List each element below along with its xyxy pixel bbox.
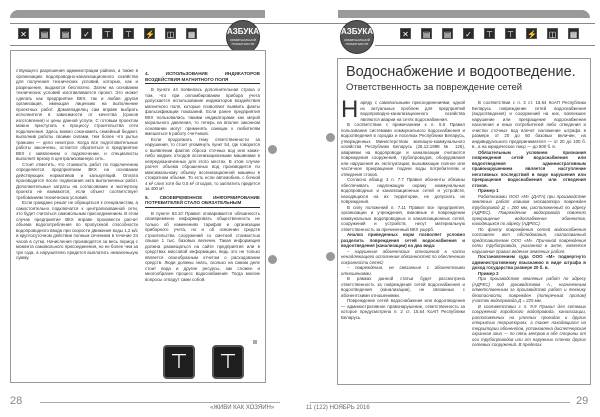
checklist-icon: ✓ — [463, 28, 474, 39]
meter-icon: ▤ — [61, 30, 70, 39]
checklist-icon: ✓ — [81, 28, 92, 39]
footer-line — [40, 402, 280, 403]
page-number: 28 — [10, 395, 23, 407]
category-icons — [400, 28, 579, 39]
issue-date: 11 (122) НОЯБРЬ 2016 — [306, 405, 370, 411]
meter-icon: ▤ — [40, 30, 49, 39]
right-column-2: В соответствии с п. 2 ст. 15.64 КоАП Республики Беларусь повреждение сетей водоснабжения (водоотведения) и сооружений на них, повлекшее нарушение или прекращение водоснабжения населения и иных потребителей либо отведения и очистки сточных вод влечет наложение штрафа в размере от 20 до 50 базовых величин, на индивидуального предпринимателя — от 20 до 100 б. в., а на юридическое лицо — до 500 б. в. Обязательным условием признания повреждения сетей водоснабжения или водоотведения административным правонарушением является наступление негативных последствий в виде нарушения или прекращения водоснабжения или отведения стоков. Пример 1 Работниками ООО «М» (ДАТА) при производстве земляных работ ковшом экскаватора поврежден трубопровод Д = 200 мм, расположенный по адресу (АДРЕС). Повреждение водопровода повлекло прекращение водоснабжения абонентов, находящихся по адресу (АДРЕС). По факту повреждения сетей водоснабжения составлен акт обследования, согласованный представителем ООО «М». Причиной повреждения сети трубопровода, указанной в акте, является нарушение правил ведения земляных работ. Постановлением суда ООО «М» подвергнуто административному взысканию в виде штрафа в доход государства размере 20 б. в. Пример 2 При производстве земляных работ по адресу (АДРЕС) под руководством А., назначенным ответственным за производство работ и технику безопасности, поврежден (поперечный пролом) участок водопровода Д = 225 мм. В соответствии с п. 9.9 Правил для сетевых сооружений городского водопровода, канализации, расположенных на уличных проездах и других открытых территориях, а также находящихся на территории абонентов, установлена диспетчерская охранная зона — по пять метров в обе стороны от оси трубопроводов или от наружных стенок других сетевых сооружений. В пределах — [472, 100, 586, 347]
meter-icon: ▤ — [422, 30, 431, 39]
heating-icon: ▦ — [187, 30, 196, 39]
faucet-icon: ⊤ — [212, 345, 244, 379]
electricity-icon: ⚡ — [527, 30, 537, 39]
section-heading: 4. ИСПОЛЬЗОВАНИЕ ИНДИКАТОРОВ ВОЗДЕЙСТВИЯ МАГНИТНОГО ПОЛЯ — [145, 71, 260, 84]
faucet-icon: ⊤ — [505, 28, 516, 39]
faucet-icon: ⊤ — [484, 28, 495, 39]
electricity-icon: ⚡ — [145, 30, 155, 39]
section-heading: 5. СВОЕВРЕМЕННОЕ ИНФОРМИРОВАНИЕ ПОТРЕБИТЕЛЕЙ СТАЛО ОБЯЗАТЕЛЬНЫМ — [145, 195, 260, 208]
tools-icon: ✕ — [18, 28, 29, 39]
faucet-icon: ⊤ — [163, 345, 195, 379]
tools-icon: ✕ — [400, 28, 411, 39]
azbuka-logo: АЗБУКА КОММУНАЛЬНОЙ ГРАМОТНОСТИ — [226, 20, 260, 54]
left-column-2: 4. ИСПОЛЬЗОВАНИЕ ИНДИКАТОРОВ ВОЗДЕЙСТВИЯ МАГНИТНОГО ПОЛЯ В пункте 44 появилась дополнительная строка о том, что при опломбировании прибора учета допускается использование индикаторов воздействия магнитного поля, которые позволяют выявить факты фальсификации показаний. Если ранее предприятия ВКХ пользовались такими индикаторами как мерой морального давления, то теперь на вполне законном основании могут применять санкции к любителям вмешаться в работу счетчиков. Если продолжать тему ответственности за нарушения, то стоит упомянуть пункт 54, где говорится о выявлении фактов сброса сточных вод или каких-либо жидких отходов ассенизационными машинами в непредназначенных для этого местах. В этом случае расчет объема сброшенных вод производится по максимальному объему ассенизационной машины в стократном объеме. То есть если автомобиль с бочкой 4 м³ слил хотя бы 0,5 м³ отходов, то заплатить придется за 400 м³. 5. СВОЕВРЕМЕННОЕ ИНФОРМИРОВАНИЕ ПОТРЕБИТЕЛЕЙ СТАЛО ОБЯЗАТЕЛЬНЫМ В пункте 63.10 Правил оговаривается обязанность своевременно информировать общественность не только об изменениях тарифов и организации приборного учета, но и об освоении средств строительства сооружений со сметной стоимостью свыше 1 тыс. базовых величин. Такая информация должна размещаться на сайте предприятия или в средствах массовой информации, ведь это не только является своеобразным отчетом о расходовании средств. Люди должны знать, сколько на самом деле стоит вода и другие ресурсы, как сложен и многообразен процесс водоснабжения. Тогда многие вопросы отпадут сами собой. — [145, 71, 260, 282]
binder-hole — [326, 133, 335, 142]
left-column-1: ствующего разрешения администрации района, а также в организацию водопроводно-канализационного хозяйства для получения технических условий, которые, как и разрешение, выдаются бесплатно. Затем на основании технических условий изготавливается проект. Это может сделать как предприятие ВКХ, так и любая другая организация, имеющая лицензию на выполнение проектных работ. Домовладелец сам вправе выбрать исполнителя в зависимости от качества (сроков изготовления) и цены данной услуги. С готовым проектом можно приступать к процессу строительства сети подключения. Здесь можно сэкономить семейный бюджет, выполнив работы своими силами, тем более что рытье траншеи — дело нехитрое. Когда все подготовительные работы закончены, остается обратиться в предприятие ВКХ с заявлением о подключении, и специалисты выполнят врезку в централизованную сеть. Стоит отметить, что стоимость работ по подключению определяется предприятием ВКХ на основании действующих нормативов и калькуляций. Оплата производится после подписания акта выполненных работ. Дополнительные затраты на согласование и экспертизу проекта не взимаются, если объект соответствует требованиям технических условий. Если граждане решат не обращаться к специалистам, а самостоятельно подключатся к централизованной сети, это будет считаться самовольным присоединением. В этом случае предприятие ВКХ вправе произвести расчет объема водопотребления по пропускной способности водопроводного ввода при скорости движения воды 1,2 м/с и круглосуточном действии полным сечением в течение 24 часов в сутки. Начисления производятся за весь период с момента самовольного присоединения, но не более чем за три года, а нарушителю придется выплатить немаленькую сумму. — [16, 68, 138, 260]
divider — [10, 45, 240, 46]
binder-hole — [268, 255, 277, 264]
azbuka-logo: АЗБУКА КОММУНАЛЬНОЙ ГРАМОТНОСТИ — [340, 20, 374, 54]
article-title: Водоснабжение и водоотведение. — [346, 64, 576, 80]
faucet-icon: ⊤ — [102, 28, 113, 39]
end-mark — [253, 340, 257, 344]
binder-hole — [326, 252, 335, 261]
window-icon: ◫ — [548, 30, 557, 39]
faucet-icon: ⊤ — [123, 28, 134, 39]
header-bar — [338, 10, 590, 18]
drop-cap: Н — [341, 100, 359, 123]
heating-icon: ▦ — [569, 30, 578, 39]
footer-line — [310, 402, 570, 403]
window-icon: ◫ — [166, 30, 175, 39]
right-column-1: Наряду с самовольными присоединениями, одной из актуальных проблем для предприятий водопроводно-канализационного хозяйства являются аварии на сетях водоснабжения. В соответствии с примечанием к п. 6.6 Правил пользования системами коммунального водоснабжения и водоотведения в городах и поселках Республики Беларусь, утвержденных Министерством жилищно-коммунального хозяйства Республики Беларусь (26.12.1998 № 126), авариями на водопроводе и канализации считаются повреждения сооружений, трубопроводов, оборудования или нарушения их эксплуатации, вызывающие полное или частичное прекращение подачи воды потребителям и отведения стоков. Согласно абзацу 3 п. 7.7 Правил абоненты обязаны обеспечивать надлежащую охрану коммунальных водопроводных и канализационных сетей и устройств, находящихся на их территории, не допускать их повреждения. В силу положений п. 7.11 Правил все предприятия, организации и учреждения, виновные в повреждении коммунальных водопроводных и канализационных сетей, сооружений и устройств, несут материальную ответственность за причиненный ВКХ ущерб. Анализ приведенных норм позволяет условно разделить повреждения сетей водоснабжения и водоотведения (канализации) на два вида: – нарушение абонентских отношений в части ненадлежащего исполнения обязанностей по обеспечению сохранности сетей; – повреждения, не связанные с абонентскими отношениями. В рамках данной статьи будет рассмотрена ответственность за повреждения сетей водоснабжения и водоотведения (канализации), не связанных с абонентскими отношениями. Повреждение сетей водоснабжения или водоотведения — административное правонарушение, ответственность за которое предусмотрена п. 2 ст. 15.64 КоАП Республики Беларусь. — [341, 100, 465, 320]
meter-icon: ▤ — [443, 30, 452, 39]
magazine-name: «ЖИВИ КАК ХОЗЯИН» — [210, 405, 275, 411]
divider — [375, 45, 595, 46]
category-icons — [18, 28, 197, 39]
binder-hole — [268, 145, 277, 154]
header-bar — [10, 10, 265, 18]
article-subtitle: Ответственность за повреждение сетей — [346, 82, 523, 93]
page-number: 29 — [576, 395, 589, 407]
